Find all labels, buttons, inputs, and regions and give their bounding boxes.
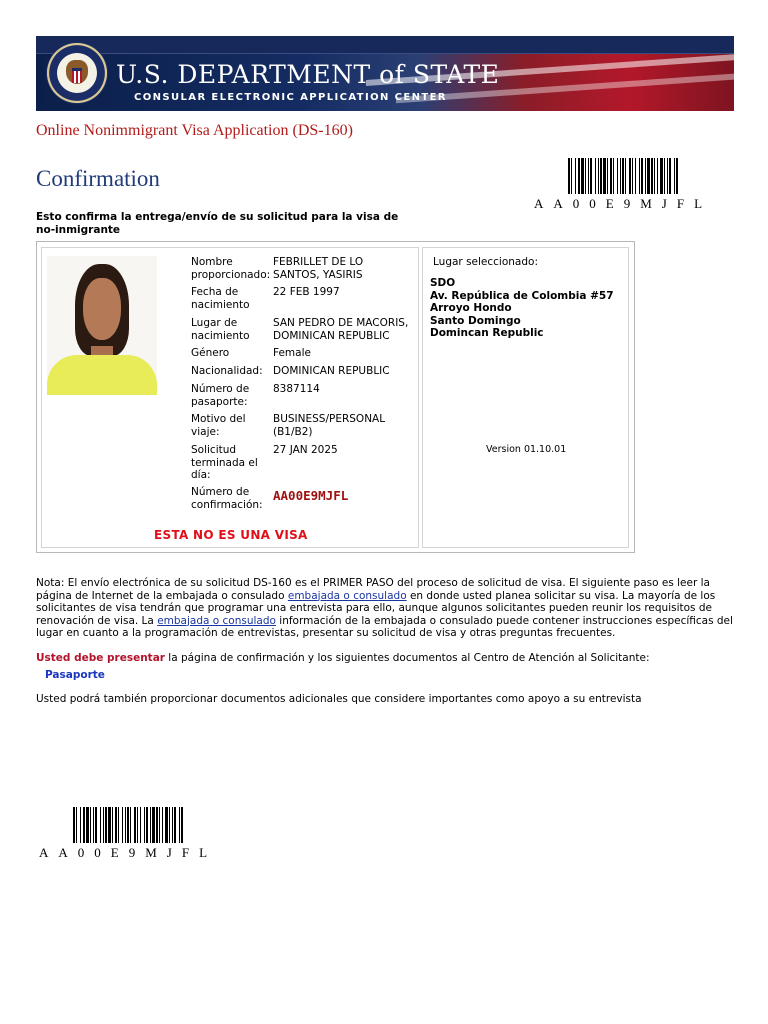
page-title: Confirmation xyxy=(36,166,160,191)
note-paragraph xyxy=(36,577,736,640)
barcode-bars xyxy=(73,807,184,843)
shield-icon xyxy=(72,68,82,83)
gender-label: Género xyxy=(191,347,230,359)
completed-date-value: 27 JAN 2025 xyxy=(273,444,338,456)
nationality-label: Nacionalidad: xyxy=(191,365,263,377)
birthdate-label: Fecha de nacimiento xyxy=(191,286,250,311)
birthplace-label: Lugar de nacimiento xyxy=(191,317,250,342)
address-line: Arroyo Hondo xyxy=(430,302,512,314)
birthplace-value: SAN PEDRO DE MACORIS, DOMINICAN REPUBLIC xyxy=(273,317,409,342)
version-text: Version 01.10.01 xyxy=(486,444,567,455)
not-a-visa-warning: ESTA NO ES UNA VISA xyxy=(154,528,308,542)
gender-value: Female xyxy=(273,347,311,359)
banner-title: U.S. DEPARTMENT of STATE xyxy=(116,60,500,89)
note-text: Nota: El envío electrónica de su solicitud DS-160 es el PRIMER PASO del proceso de solicitud de visa. El siguiente paso es leer la página de Internet de la embajada o consulado xyxy=(36,577,710,602)
embassy-link[interactable]: embajada o consulado xyxy=(287,589,407,602)
department-seal-icon xyxy=(46,42,108,104)
passport-number-value: 8387114 xyxy=(273,383,320,395)
application-title: Online Nonimmigrant Visa Application (DS-160) xyxy=(36,122,353,139)
confirmation-number-label: Número de confirmación: xyxy=(191,486,263,511)
barcode-code: AA00E9MJFL xyxy=(39,845,218,860)
barcode-bottom xyxy=(39,807,217,861)
embassy-link[interactable]: embajada o consulado xyxy=(157,614,276,627)
additional-documents-text: Usted podrá también proporcionar documentos adicionales que considere importantes como apoyo a su entrevista xyxy=(36,693,642,705)
barcode-code: AA00E9MJFL xyxy=(534,196,713,211)
address-line: Av. República de Colombia #57 xyxy=(430,289,614,302)
name-label: Nombre proporcionado: xyxy=(191,256,271,281)
banner-top-strip xyxy=(36,36,734,54)
location-address xyxy=(430,277,614,340)
name-value: FEBRILLET DE LO SANTOS, YASIRIS xyxy=(273,256,364,281)
travel-purpose-label: Motivo del viaje: xyxy=(191,413,246,438)
nationality-value: DOMINICAN REPUBLIC xyxy=(273,365,390,377)
applicant-photo xyxy=(47,256,157,395)
passport-number-label: Número de pasaporte: xyxy=(191,383,250,408)
birthdate-value: 22 FEB 1997 xyxy=(273,286,340,298)
completed-date-label: Solicitud terminada el día: xyxy=(191,444,258,481)
banner-subtitle: CONSULAR ELECTRONIC APPLICATION CENTER xyxy=(134,92,447,103)
address-line: Domincan Republic xyxy=(430,327,544,339)
confirmation-number: AA00E9MJFL xyxy=(273,488,349,503)
confirmation-statement: Esto confirma la entrega/envío de su solicitud para la visa de no-inmigrante xyxy=(36,211,399,236)
must-present-text xyxy=(36,652,736,665)
barcode-top xyxy=(534,158,712,212)
must-present-bold: Usted debe presentar xyxy=(36,652,165,664)
address-line: Santo Domingo xyxy=(430,314,521,327)
barcode-bars xyxy=(568,158,679,194)
location-label: Lugar seleccionado: xyxy=(433,256,538,268)
note-text: en donde usted planea solicitar su visa. La mayoría de los solicitantes de visa tendrán que programar una entrevista para ello, aunque algunos solicitantes pueden reunir los requisitos de renovación de visa. La xyxy=(36,589,716,627)
note-text: información de la embajada o consulado puede contener instrucciones específicas del lugar en cuanto a la programación de entrevistas, presentar su solicitud de visa y otras preguntas frecuentes. xyxy=(36,614,733,640)
must-present-rest: la página de confirmación y los siguientes documentos al Centro de Atención al Solicitante: xyxy=(164,652,650,664)
header-banner xyxy=(36,36,734,111)
address-line: SDO xyxy=(430,277,456,289)
required-document: Pasaporte xyxy=(45,669,105,681)
travel-purpose-value: BUSINESS/PERSONAL (B1/B2) xyxy=(273,413,386,438)
